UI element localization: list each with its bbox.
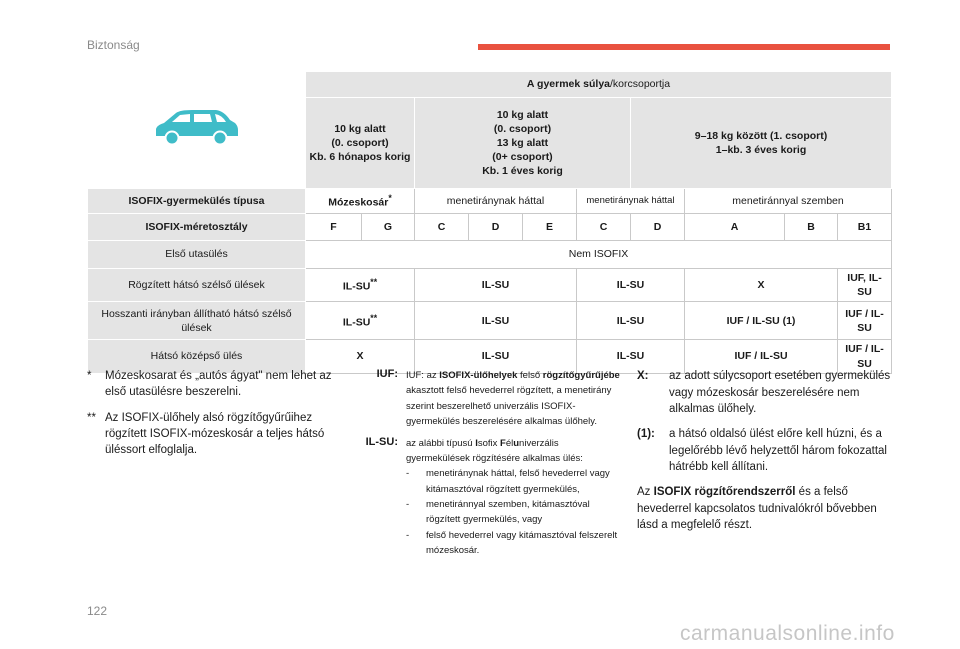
list-item: - felső hevederrel vagy kitámasztóval felszerelt mózeskosár. [406,529,618,557]
header-accent-bar [478,44,890,50]
type-cell-rear-facing: menetiránynak háttal [415,189,577,214]
size-cell: E [523,214,577,241]
size-cell: B [785,214,838,241]
isofix-table [87,71,892,374]
list-item: - menetiránnyal szemben, kitámasztóval rögzített gyermekülés, vagy [406,499,590,526]
section-title: Biztonság [87,38,140,52]
seat-row-label: Hátsó középső ülés [88,340,306,373]
seat-cell: Nem ISOFIX [306,241,892,269]
seat-row-label: Hosszanti irányban állítható hátsó szélső ülések [88,302,306,340]
seat-cell: IL-SU [415,340,577,373]
size-cell: F [306,214,362,241]
definition-note-1: (1): a hátsó oldalsó ülést előre kell húzni, és a legelőrébb lévő helyzettől három fokozattal hátrébb kell állítani. [637,428,887,474]
car-icon [152,108,240,148]
seat-cell: IL-SU** [306,269,415,302]
seat-cell: IL-SU [577,302,685,340]
list-item: - menetiránynak háttal, felső hevederrel vagy kitámasztóval rögzített gyermekülés, [406,468,610,495]
size-cell: D [631,214,685,241]
seat-cell: IL-SU [415,269,577,302]
seat-cell: IL-SU [577,269,685,302]
weight-header-cell: A gyermek súlya/korcsoportja [306,72,892,98]
seat-cell: X [685,269,838,302]
footnotes [87,368,345,468]
type-row-label: ISOFIX-gyermekülés típusa [88,189,306,214]
size-cell: B1 [838,214,892,241]
footnote-item: * Mózeskosarat és „autós ágyat" nem lehet az első utasülésre beszerelni. [87,370,332,399]
size-cell: C [577,214,631,241]
footnote-item: ** Az ISOFIX-ülőhely alsó rögzítőgyűrűihez rögzített ISOFIX-mózeskosár a teljes hátsó üléssort elfoglalja. [87,411,325,457]
size-cell: C [415,214,469,241]
weight-group-0plus-cell: 10 kg alatt (0. csoport) 13 kg alatt (0+ csoport) Kb. 1 éves korig [415,98,631,189]
right-definitions [637,368,893,534]
type-cell-rear-facing-2: menetiránynak háttal [577,189,685,214]
seat-cell: X [306,340,415,373]
seat-cell: IL-SU** [306,302,415,340]
seat-cell: IUF / IL-SU (1) [685,302,838,340]
definition-x: X: az adott súlycsoport esetében gyermekülés vagy mózeskosár beszerelésére nem alkalmas ülőhely. [637,370,891,416]
type-cell-carrycot: Mózeskosár* [306,189,415,214]
closing-paragraph: Az ISOFIX rögzítőrendszerről és a felső hevederrel kapcsolatos tudnivalókról bővebben lásd a megfelelő részt. [637,486,877,532]
size-cell: G [362,214,415,241]
size-cell: D [469,214,523,241]
seat-row-label: Rögzített hátsó szélső ülések [88,269,306,302]
definitions [362,368,620,565]
seat-row-label: Első utasülés [88,241,306,269]
watermark: carmanualsonline.info [680,622,895,645]
weight-group-0-cell: 10 kg alatt (0. csoport) Kb. 6 hónapos korig [306,98,415,189]
definition-iuf: IUF: IUF: az ISOFIX-ülőhelyek felső rögzítőgyűrűjébe akasztott felső hevederrel rögzített, a menetirány szerint beszerelhető univerzális ISOFIX-gyermekülés beszerelésére alkalmas ülőhely. [376,368,620,428]
seat-cell: IUF / IL-SU [838,340,892,373]
page-number: 122 [87,604,108,618]
type-cell-forward-facing: menetiránnyal szemben [685,189,892,214]
size-cell: A [685,214,785,241]
seat-cell: IL-SU [415,302,577,340]
size-row-label: ISOFIX-méretosztály [88,214,306,241]
seat-cell: IUF / IL-SU [838,302,892,340]
seat-cell: IUF / IL-SU [685,340,838,373]
car-illustration-cell [88,72,306,189]
definition-ilsu: IL-SU: az alábbi típusú Isofix Féluniverzális gyermekülések rögzítésére alkalmas ülés: - menetiránynak háttal, felső hevederrel vagy kitámasztóval rögzített gyermekülés, - menetiránnyal szemben, kitámasztóval rögzített gyermekülés, vagy - felső hevederrel vagy kitámasztóval felszerelt mózeskosár. [362,436,620,559]
seat-cell: IL-SU [577,340,685,373]
seat-cell: IUF, IL-SU [838,269,892,302]
weight-group-1-cell: 9–18 kg között (1. csoport) 1–kb. 3 éves korig [631,98,892,189]
